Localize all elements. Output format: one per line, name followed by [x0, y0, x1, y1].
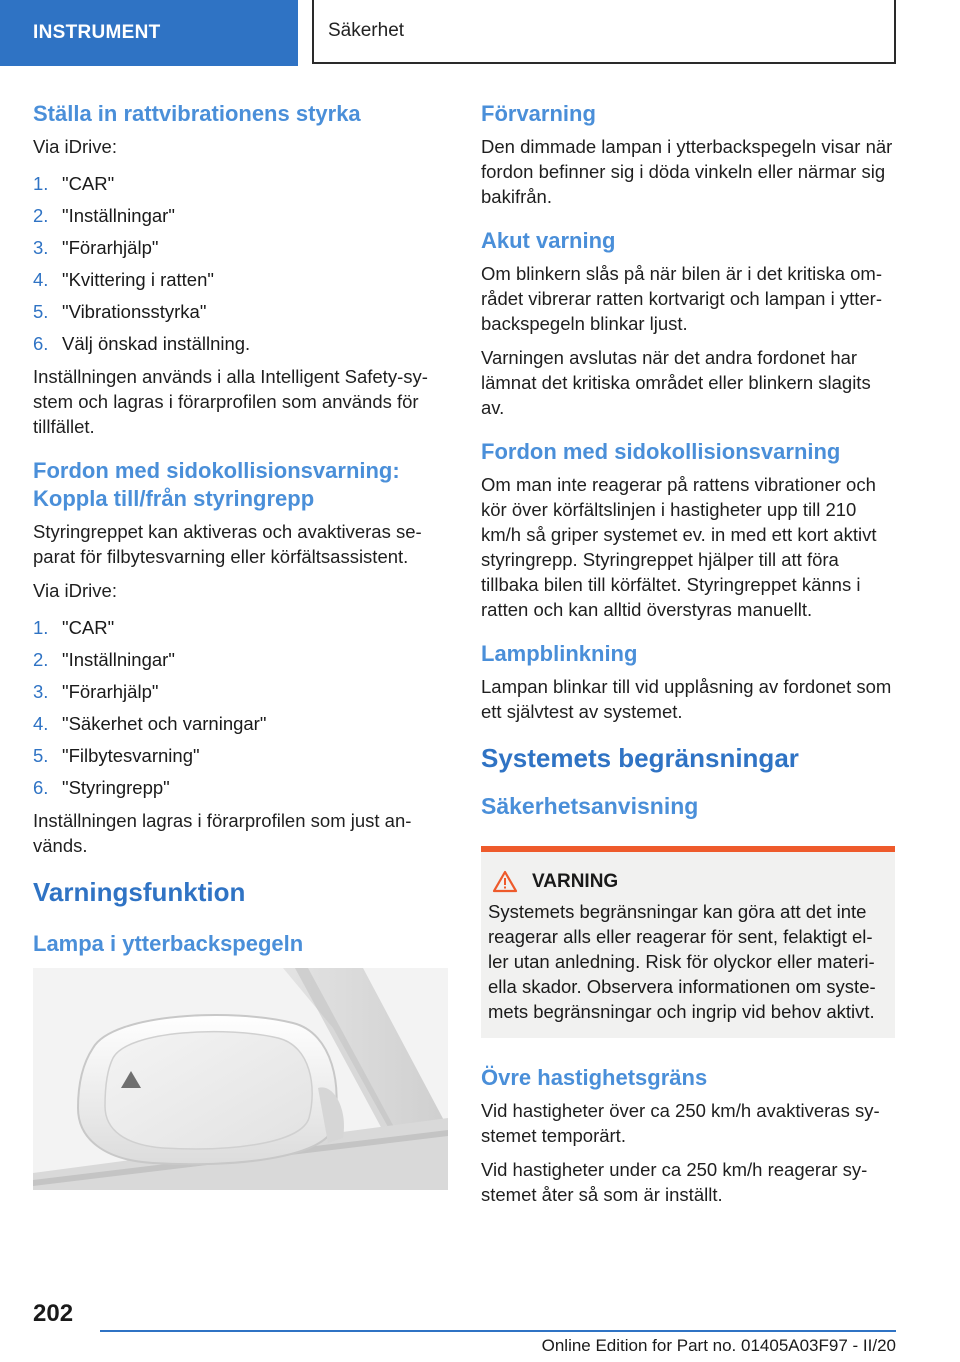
steer-intervention-text: Styringreppet kan aktiveras och avaktiveras se-parat för filbytesvarning eller körfältsassistent. [33, 521, 422, 567]
chapter-label: Säkerhet [328, 20, 405, 41]
footer-divider [100, 1330, 896, 1332]
steps-list-1 [33, 168, 438, 360]
list-item: 5. "Filbytesvarning" [33, 745, 200, 766]
heading-vibration: Ställa in rattvibrationens styrka [33, 101, 361, 126]
acute-warning-text-2: Varningen avslutas när det andra fordonet har lämnat det kritiska området eller blinkern slagits av. [481, 347, 871, 418]
heading-warning-function: Varningsfunktion [33, 877, 246, 907]
side-collision-warning-text: Om man inte reagerar på rattens vibrationer och kör över körfältslinjen i hastigheter upp till 210 km/h så griper systemet ev. in med ett kort aktivt styringrepp. Styringreppet hjälper till att föra tillbaka bilen till körfältet. Styringreppet känns i ratten och kan alltid överstyras manuellt. [481, 474, 877, 620]
page-number: 202 [33, 1300, 74, 1327]
heading-lamp-blink: Lampblinkning [481, 641, 638, 666]
mirror-illustration [33, 968, 448, 1190]
list-item: 5. "Vibrationsstyrka" [33, 301, 207, 322]
warning-title: VARNING [532, 870, 619, 892]
heading-speed-limit: Övre hastighetsgräns [481, 1065, 708, 1090]
via-idrive-1: Via iDrive: [33, 136, 117, 157]
prewarning-text: Den dimmade lampan i ytterbackspegeln visar när fordon befinner sig i döda vinkeln eller närmar sig bakifrån. [481, 136, 893, 207]
heading-side-collision-warning: Fordon med sidokollisionsvarning [481, 439, 841, 464]
warning-box [481, 846, 895, 1038]
list-item: 6. "Styringrepp" [33, 777, 170, 798]
list-item: 2. "Inställningar" [33, 205, 175, 226]
footer-edition: Online Edition for Part no. 01405A03F97 - II/20 [541, 1336, 896, 1355]
list-item: 4. "Säkerhet och varningar" [33, 713, 267, 734]
chapter-tab [312, 0, 896, 64]
setting-note-2: Inställningen lagras i förarprofilen som just an-vänds. [33, 810, 412, 856]
list-item: 3. "Förarhjälp" [33, 237, 159, 258]
section-tab [0, 0, 298, 66]
heading-mirror-lamp: Lampa i ytterbackspegeln [33, 931, 304, 956]
warning-text: Systemets begränsningar kan göra att det inte reagerar alls eller reagerar för sent, felaktigt el-ler utan anledning. Risk för olyckor eller materi-ella skador. Observera informationen om syste-mets begränsningar och ingrip vid behov aktivt. [488, 901, 876, 1022]
warning-header [488, 870, 885, 893]
speed-limit-text-2: Vid hastigheter under ca 250 km/h reagerar sy-stemet åter så som är inställt. [481, 1159, 868, 1205]
heading-system-limits: Systemets begränsningar [481, 743, 799, 773]
section-label: INSTRUMENT [33, 22, 161, 43]
list-item: 1. "CAR" [33, 173, 115, 194]
heading-side-collision: Fordon med sidokollisionsvarning: Koppla till/från styringrepp [33, 458, 400, 511]
list-item: 6. Välj önskad inställning. [33, 333, 251, 354]
right-column [481, 100, 895, 1216]
heading-prewarning: Förvarning [481, 101, 596, 126]
heading-acute-warning: Akut varning [481, 228, 616, 253]
warning-triangle-icon [492, 870, 518, 893]
list-item: 3. "Förarhjälp" [33, 681, 159, 702]
acute-warning-text-1: Om blinkern slås på när bilen är i det kritiska om-rådet vibrerar ratten kortvarigt och lampan i ytter-backspegeln blinkar ljust. [481, 263, 882, 334]
side-mirror-image [33, 968, 448, 1190]
list-item: 1. "CAR" [33, 617, 115, 638]
via-idrive-2: Via iDrive: [33, 580, 117, 601]
left-column [33, 100, 438, 1190]
steps-list-2 [33, 612, 438, 804]
list-item: 4. "Kvittering i ratten" [33, 269, 214, 290]
lamp-blink-text: Lampan blinkar till vid upplåsning av fordonet som ett självtest av systemet. [481, 676, 892, 722]
heading-safety-note: Säkerhetsanvisning [481, 793, 699, 819]
speed-limit-text-1: Vid hastigheter över ca 250 km/h avaktiveras sy-stemet temporärt. [481, 1100, 880, 1146]
list-item: 2. "Inställningar" [33, 649, 175, 670]
setting-note-1: Inställningen används i alla Intelligent Safety-sy-stem och lagras i förarprofilen som används för tillfället. [33, 366, 428, 437]
